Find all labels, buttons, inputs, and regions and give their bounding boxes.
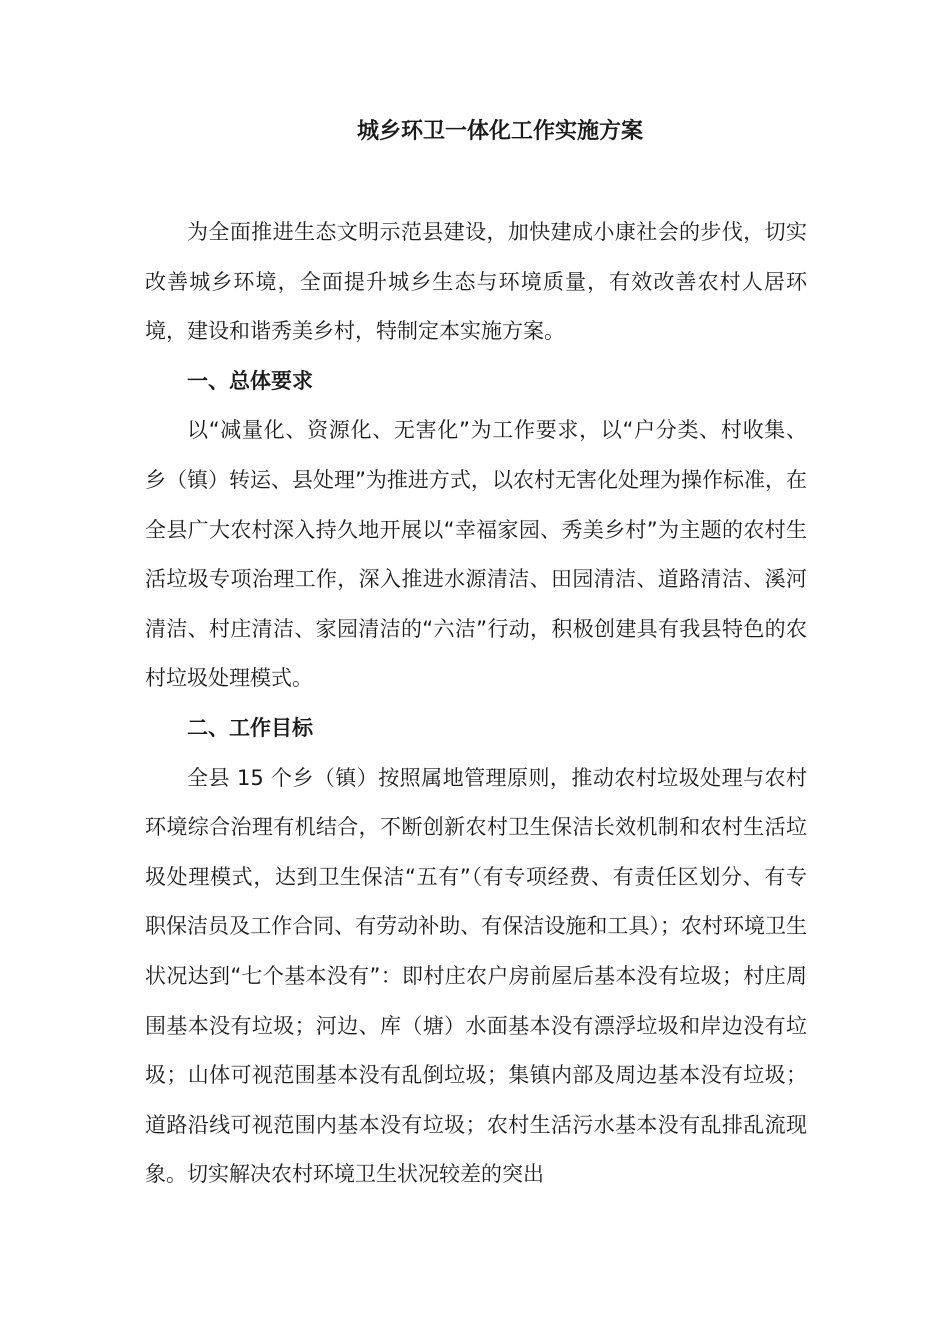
intro-paragraph: 为全面推进生态文明示范县建设，加快建成小康社会的步伐，切实改善城乡环境，全面提升城乡生态与环境质量，有效改善农村人居环境，建设和谐秀美乡村，特制定本实施方案。 bbox=[145, 220, 807, 344]
section-heading-general-requirements: 一、总体要求 bbox=[187, 368, 313, 393]
document-body bbox=[145, 208, 807, 1200]
document-title: 城乡环卫一体化工作实施方案 bbox=[356, 119, 643, 144]
section-heading-work-goals: 二、工作目标 bbox=[187, 715, 313, 740]
section-paragraph-work-goals: 全县 15 个乡（镇）按照属地管理原则，推动农村垃圾处理与农村环境综合治理有机结合，不断创新农村卫生保洁长效机制和农村生活垃圾处理模式，达到卫生保洁“五有”（有专项经费、有责任区划分、有专职保洁员及工作合同、有劳动补助、有保洁设施和工具）；农村环境卫生状况达到“七个基本没有”：即村庄农户房前屋后基本没有垃圾；村庄周围基本没有垃圾；河边、库（塘）水面基本没有漂浮垃圾和岸边没有垃圾；山体可视范围基本没有乱倒垃圾；集镇内部及周边基本没有垃圾；道路沿线可视范围内基本没有垃圾；农村生活污水基本没有乱排乱流现象。切实解决农村环境卫生状况较差的突出 bbox=[145, 765, 807, 1187]
section-paragraph-general-requirements: 以“减量化、资源化、无害化”为工作要求，以“户分类、村收集、乡（镇）转运、县处理”为推进方式，以农村无害化处理为操作标准，在全县广大农村深入持久地开展以“幸福家园、秀美乡村”为主题的农村生活垃圾专项治理工作，深入推进水源清洁、田园清洁、道路清洁、溪河清洁、村庄清洁、家园清洁的“六洁”行动，积极创建具有我县特色的农村垃圾处理模式。 bbox=[145, 418, 807, 691]
